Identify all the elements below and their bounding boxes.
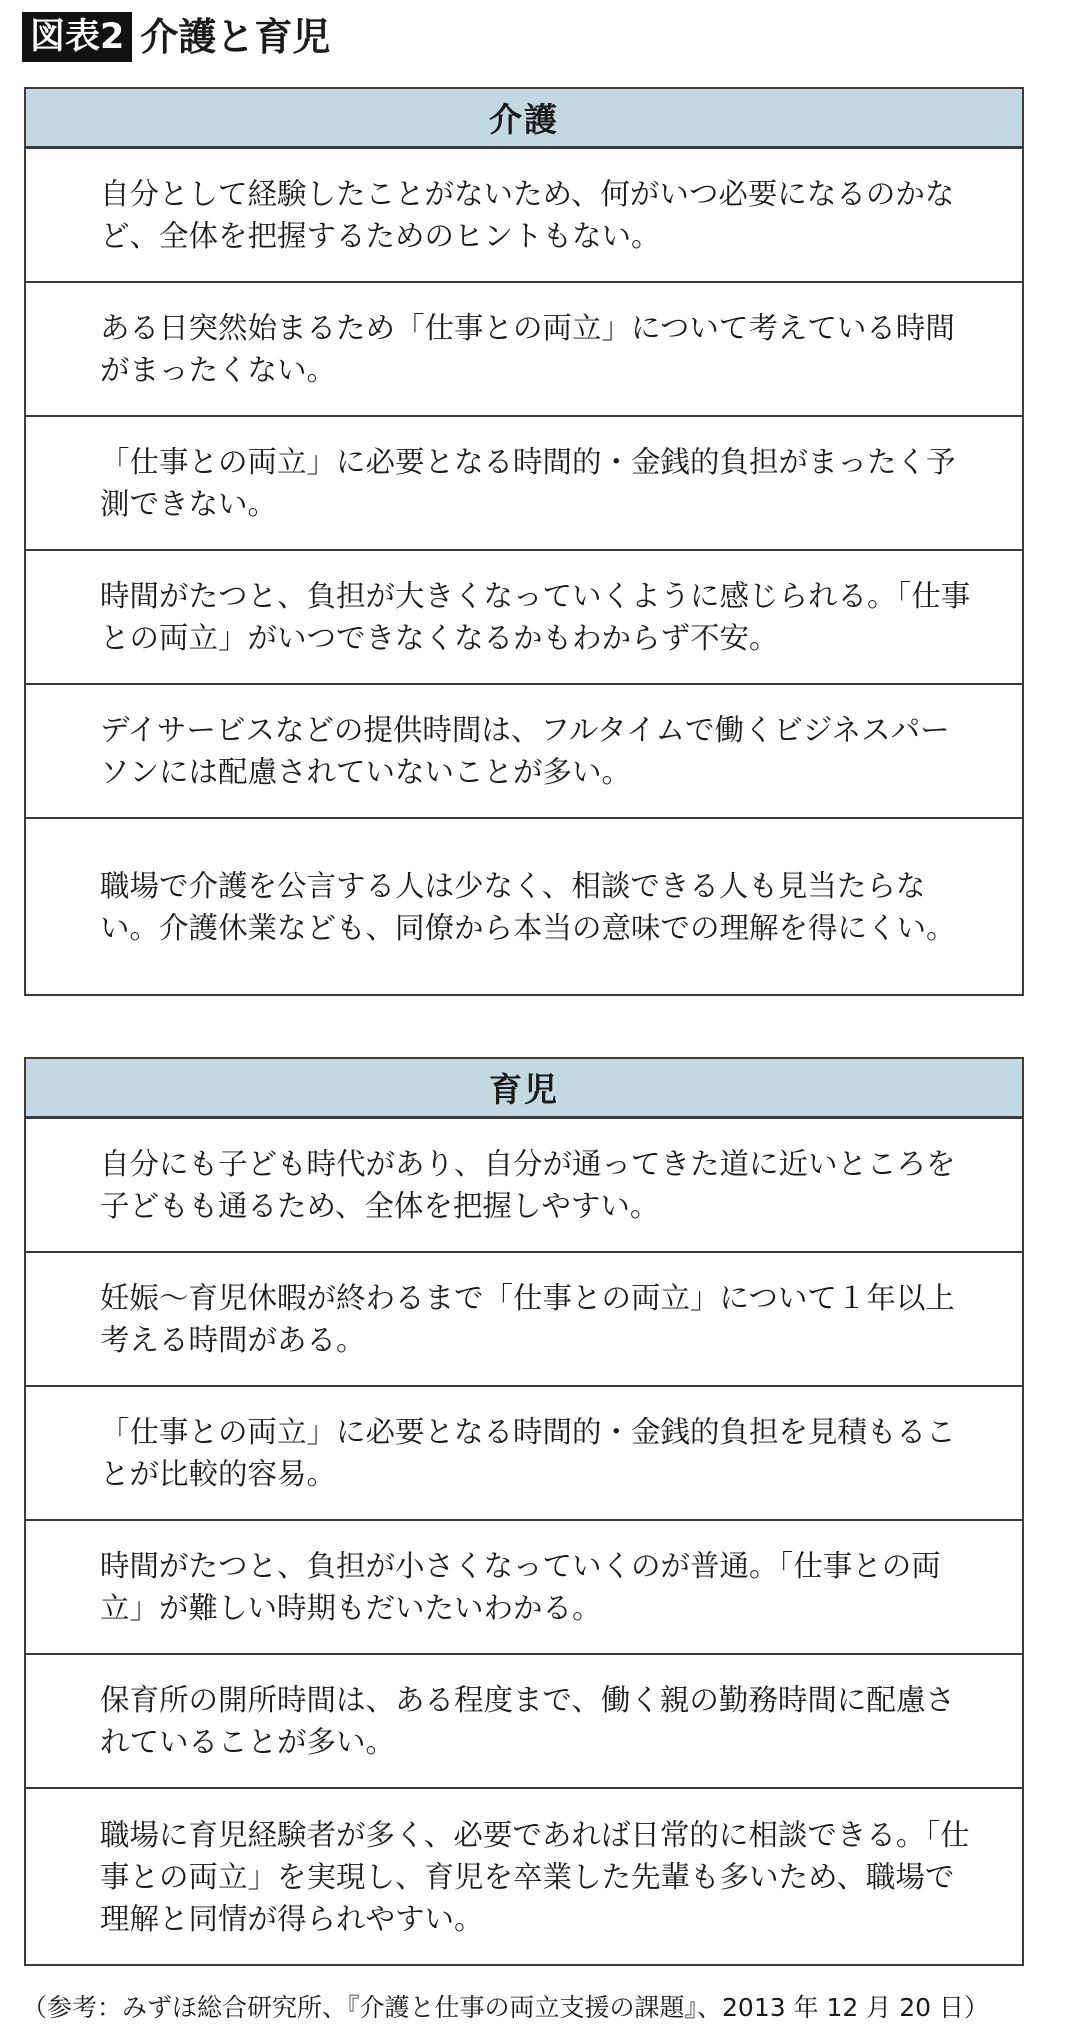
table-row — [25, 1252, 1023, 1386]
childcare-cell: 自分にも子ども時代があり、自分が通ってきた道に近いところを子どもも通るため、全体を把握しやすい。 — [25, 1118, 1023, 1253]
childcare-cell: 時間がたつと、負担が小さくなっていくのが普通。「仕事との両立」が難しい時期もだいたいわかる。 — [25, 1520, 1023, 1654]
caregiving-cell: 自分として経験したことがないため、何がいつ必要になるのかなど、全体を把握するためのヒントもない。 — [25, 148, 1023, 283]
table-row — [25, 1386, 1023, 1520]
childcare-cell: 「仕事との両立」に必要となる時間的・金銭的負担を見積もることが比較的容易。 — [25, 1386, 1023, 1520]
childcare-heading: 育児 — [25, 1058, 1023, 1118]
caregiving-cell: 時間がたつと、負担が大きくなっていくように感じられる。「仕事との両立」がいつできなくなるかもわからず不安。 — [25, 550, 1023, 684]
childcare-cell: 保育所の開所時間は、ある程度まで、働く親の勤務時間に配慮されていることが多い。 — [25, 1654, 1023, 1788]
table-row — [25, 818, 1023, 995]
table-row — [25, 282, 1023, 416]
table-row — [25, 416, 1023, 550]
table-row — [25, 1118, 1023, 1253]
table-row — [25, 550, 1023, 684]
childcare-table — [24, 1057, 1024, 1966]
figure-label: 図表2 — [22, 12, 132, 62]
figure-title-row — [22, 12, 330, 62]
source-note: （参考：みずほ総合研究所、『介護と仕事の両立支援の課題』、2013 年 12 月 20 日） — [22, 1993, 989, 2022]
table-row — [25, 1788, 1023, 1965]
table-row — [25, 684, 1023, 818]
caregiving-cell: 「仕事との両立」に必要となる時間的・金銭的負担がまったく予測できない。 — [25, 416, 1023, 550]
childcare-cell: 職場に育児経験者が多く、必要であれば日常的に相談できる。「仕事との両立」を実現し、育児を卒業した先輩も多いため、職場で理解と同情が得られやすい。 — [25, 1788, 1023, 1965]
figure-title: 介護と育児 — [140, 15, 331, 59]
table-row — [25, 148, 1023, 283]
table-row — [25, 1654, 1023, 1788]
caregiving-cell: ある日突然始まるため「仕事との両立」について考えている時間がまったくない。 — [25, 282, 1023, 416]
caregiving-table — [24, 87, 1024, 996]
caregiving-cell: 職場で介護を公言する人は少なく、相談できる人も見当たらない。介護休業なども、同僚から本当の意味での理解を得にくい。 — [25, 818, 1023, 995]
childcare-cell: 妊娠～育児休暇が終わるまで「仕事との両立」について１年以上考える時間がある。 — [25, 1252, 1023, 1386]
table-header-row — [25, 88, 1023, 148]
table-header-row — [25, 1058, 1023, 1118]
table-row — [25, 1520, 1023, 1654]
caregiving-heading: 介護 — [25, 88, 1023, 148]
caregiving-cell: デイサービスなどの提供時間は、フルタイムで働くビジネスパーソンには配慮されていないことが多い。 — [25, 684, 1023, 818]
